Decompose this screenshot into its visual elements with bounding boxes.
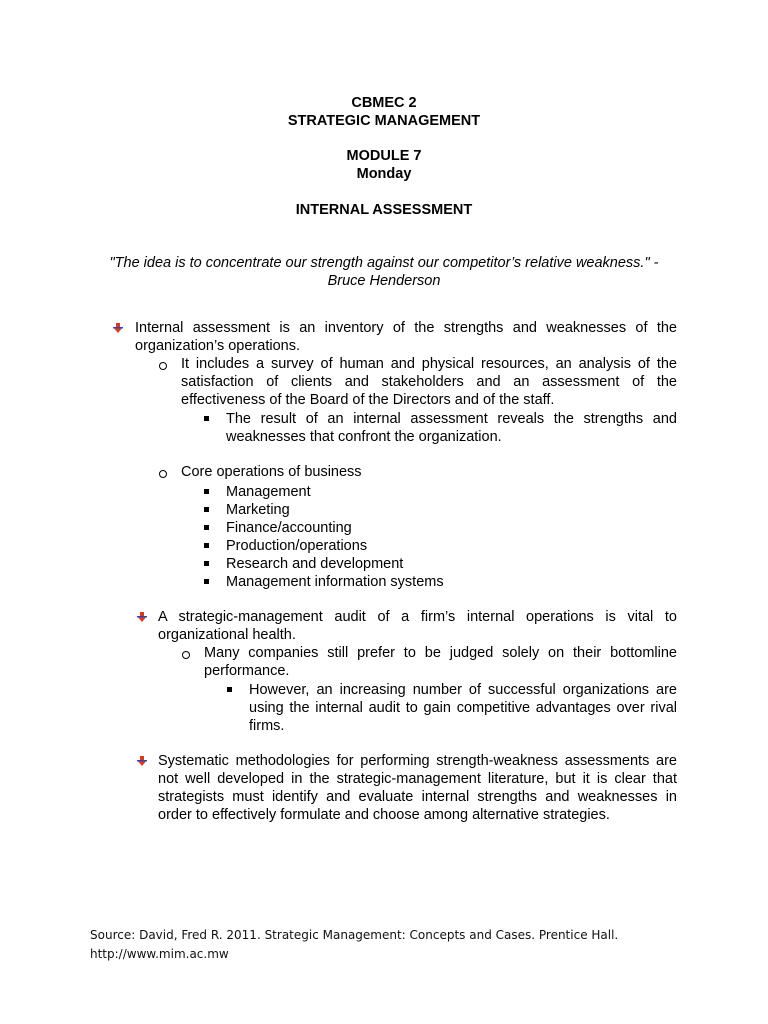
section2-sub1-text: Many companies still prefer to be judged solely on their bottomline performance. [204, 645, 677, 679]
section2-main-text: A strategic-management audit of a firm’s internal operations is vital to organizational health. [158, 609, 677, 643]
operation-item: Production/operations [226, 538, 368, 554]
operation-item: Finance/accounting [226, 520, 352, 536]
arrow-bullet-icon [112, 322, 124, 334]
section1-sub2-text: Core operations of business [181, 464, 362, 480]
square-bullet-icon [204, 507, 209, 512]
operation-item: Management information systems [226, 574, 444, 590]
source-url: http://www.mim.ac.mw [90, 947, 229, 961]
operation-item: Management [226, 484, 311, 500]
operation-item: Marketing [226, 502, 290, 518]
circle-bullet-icon [159, 470, 167, 478]
operation-item: Research and development [226, 556, 404, 572]
circle-bullet-icon [182, 651, 190, 659]
quote-text: "The idea is to concentrate our strength against our competitor’s relative weakness." - [109, 255, 659, 271]
arrow-bullet-icon [136, 755, 148, 767]
section1-sub1-text: It includes a survey of human and physical resources, an analysis of the satisfaction of clients and stakeholders and an assessment of the effectiveness of the Board of the Directors and of the staff. [181, 356, 677, 408]
course-title: STRATEGIC MANAGEMENT [287, 113, 481, 129]
circle-bullet-icon [159, 362, 167, 370]
module-header [0, 147, 768, 183]
square-bullet-icon [204, 579, 209, 584]
course-code: CBMEC 2 [351, 95, 417, 111]
section1-main-text: Internal assessment is an inventory of the strengths and weaknesses of the organization’s operations. [135, 320, 677, 354]
square-bullet-icon [227, 687, 232, 692]
square-bullet-icon [204, 489, 209, 494]
module-day: Monday [356, 166, 412, 182]
section1-sub1-detail: The result of an internal assessment reveals the strengths and weaknesses that confront the organization. [226, 411, 677, 445]
square-bullet-icon [204, 416, 209, 421]
source-citation [90, 926, 618, 964]
square-bullet-icon [204, 561, 209, 566]
section3-main-text: Systematic methodologies for performing strength-weakness assessments are not well developed in the strategic-management literature, but it is clear that strategists must identify and evaluate internal strengths and weaknesses in order to effectively formulate and choose among alternative strategies. [158, 753, 677, 823]
section2-sub1-detail: However, an increasing number of successful organizations are using the internal audit to gain competitive advantages over rival firms. [249, 682, 677, 734]
square-bullet-icon [204, 525, 209, 530]
square-bullet-icon [204, 543, 209, 548]
module-number: MODULE 7 [346, 148, 422, 164]
source-reference: Source: David, Fred R. 2011. Strategic Management: Concepts and Cases. Prentice Hall. [90, 928, 619, 942]
course-header [0, 94, 768, 130]
quote-author: Bruce Henderson [327, 273, 441, 289]
topic-title: INTERNAL ASSESSMENT [295, 202, 473, 218]
quote-block [90, 254, 678, 290]
arrow-bullet-icon [136, 611, 148, 623]
